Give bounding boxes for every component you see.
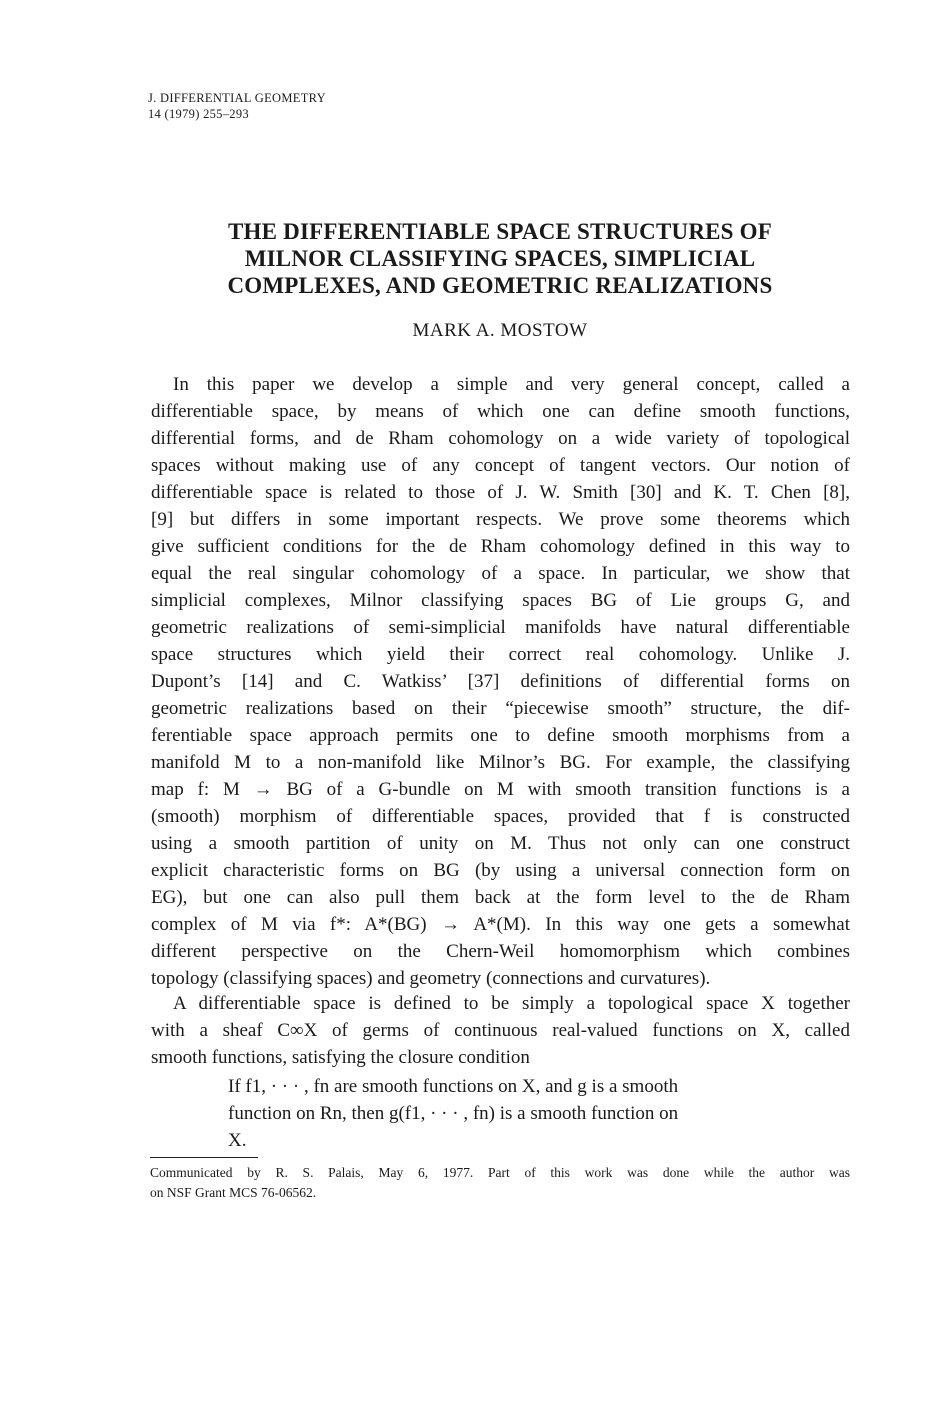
title-line: MILNOR CLASSIFYING SPACES, SIMPLICIAL xyxy=(244,246,756,271)
text-line: topology (classifying spaces) and geometry (connections and curvatures). xyxy=(151,968,711,989)
closure-condition xyxy=(228,1073,788,1154)
text-line: manifold M to a non-manifold like Milnor’s BG. For example, the classifying xyxy=(151,752,850,773)
text-line: using a smooth partition of unity on M. Thus not only can one construct xyxy=(151,833,850,854)
text-line: If f1, · · · , fn are smooth functions on X, and g is a smooth xyxy=(228,1076,679,1097)
text-line: Dupont’s [14] and C. Watkiss’ [37] definitions of differential forms on xyxy=(151,671,850,692)
text-line: differential forms, and de Rham cohomology on a wide variety of topological xyxy=(151,428,850,449)
paper-title xyxy=(150,218,850,299)
text-line: explicit characteristic forms on BG (by using a universal connection form on xyxy=(151,860,850,881)
text-line: space structures which yield their correct real cohomology. Unlike J. xyxy=(151,644,850,665)
footnote xyxy=(150,1163,850,1203)
footnote-line: on NSF Grant MCS 76-06562. xyxy=(150,1185,317,1200)
text-line: [9] but differs in some important respects. We prove some theorems which xyxy=(151,509,850,530)
text-line: EG), but one can also pull them back at the form level to the de Rham xyxy=(151,887,850,908)
text-line: A differentiable space is defined to be simply a topological space X together xyxy=(173,993,850,1014)
text-line: geometric realizations based on their “piecewise smooth” structure, the dif- xyxy=(151,698,850,719)
text-line: with a sheaf C∞X of germs of continuous real-valued functions on X, called xyxy=(151,1020,850,1041)
text-line: smooth functions, satisfying the closure condition xyxy=(151,1047,530,1068)
title-line: THE DIFFERENTIABLE SPACE STRUCTURES OF xyxy=(228,219,772,244)
text-line: function on Rn, then g(f1, · · · , fn) is a smooth function on xyxy=(228,1103,679,1124)
text-line: different perspective on the Chern-Weil homomorphism which combines xyxy=(151,941,850,962)
author-name: MARK A. MOSTOW xyxy=(412,320,588,341)
journal-header xyxy=(148,90,326,122)
text-line: complex of M via f*: A*(BG) → A*(M). In this way one gets a somewhat xyxy=(151,914,850,935)
text-line: give sufficient conditions for the de Rham cohomology defined in this way to xyxy=(151,536,850,557)
text-line: differentiable space, by means of which one can define smooth functions, xyxy=(151,401,850,422)
text-line: spaces without making use of any concept of tangent vectors. Our notion of xyxy=(151,455,850,476)
footnote-rule xyxy=(150,1157,258,1158)
text-line: (smooth) morphism of differentiable spaces, provided that f is constructed xyxy=(151,806,850,827)
text-line: X. xyxy=(228,1130,247,1151)
journal-name: J. DIFFERENTIAL GEOMETRY xyxy=(148,91,326,105)
text-line: map f: M → BG of a G-bundle on M with smooth transition functions is a xyxy=(151,779,850,800)
text-line: simplicial complexes, Milnor classifying spaces BG of Lie groups G, and xyxy=(151,590,850,611)
text-line: differentiable space is related to those of J. W. Smith [30] and K. T. Chen [8], xyxy=(151,482,850,503)
abstract-paragraph xyxy=(151,371,850,992)
journal-volume: 14 (1979) 255–293 xyxy=(148,107,249,121)
text-line: ferentiable space approach permits one to define smooth morphisms from a xyxy=(151,725,850,746)
title-line: COMPLEXES, AND GEOMETRIC REALIZATIONS xyxy=(227,273,773,298)
text-line: geometric realizations of semi-simplicial manifolds have natural differentiable xyxy=(151,617,850,638)
footnote-line: Communicated by R. S. Palais, May 6, 1977. Part of this work was done while the author was xyxy=(150,1165,850,1180)
text-line: In this paper we develop a simple and very general concept, called a xyxy=(173,374,850,395)
definition-paragraph xyxy=(151,990,850,1071)
text-line: equal the real singular cohomology of a space. In particular, we show that xyxy=(151,563,850,584)
